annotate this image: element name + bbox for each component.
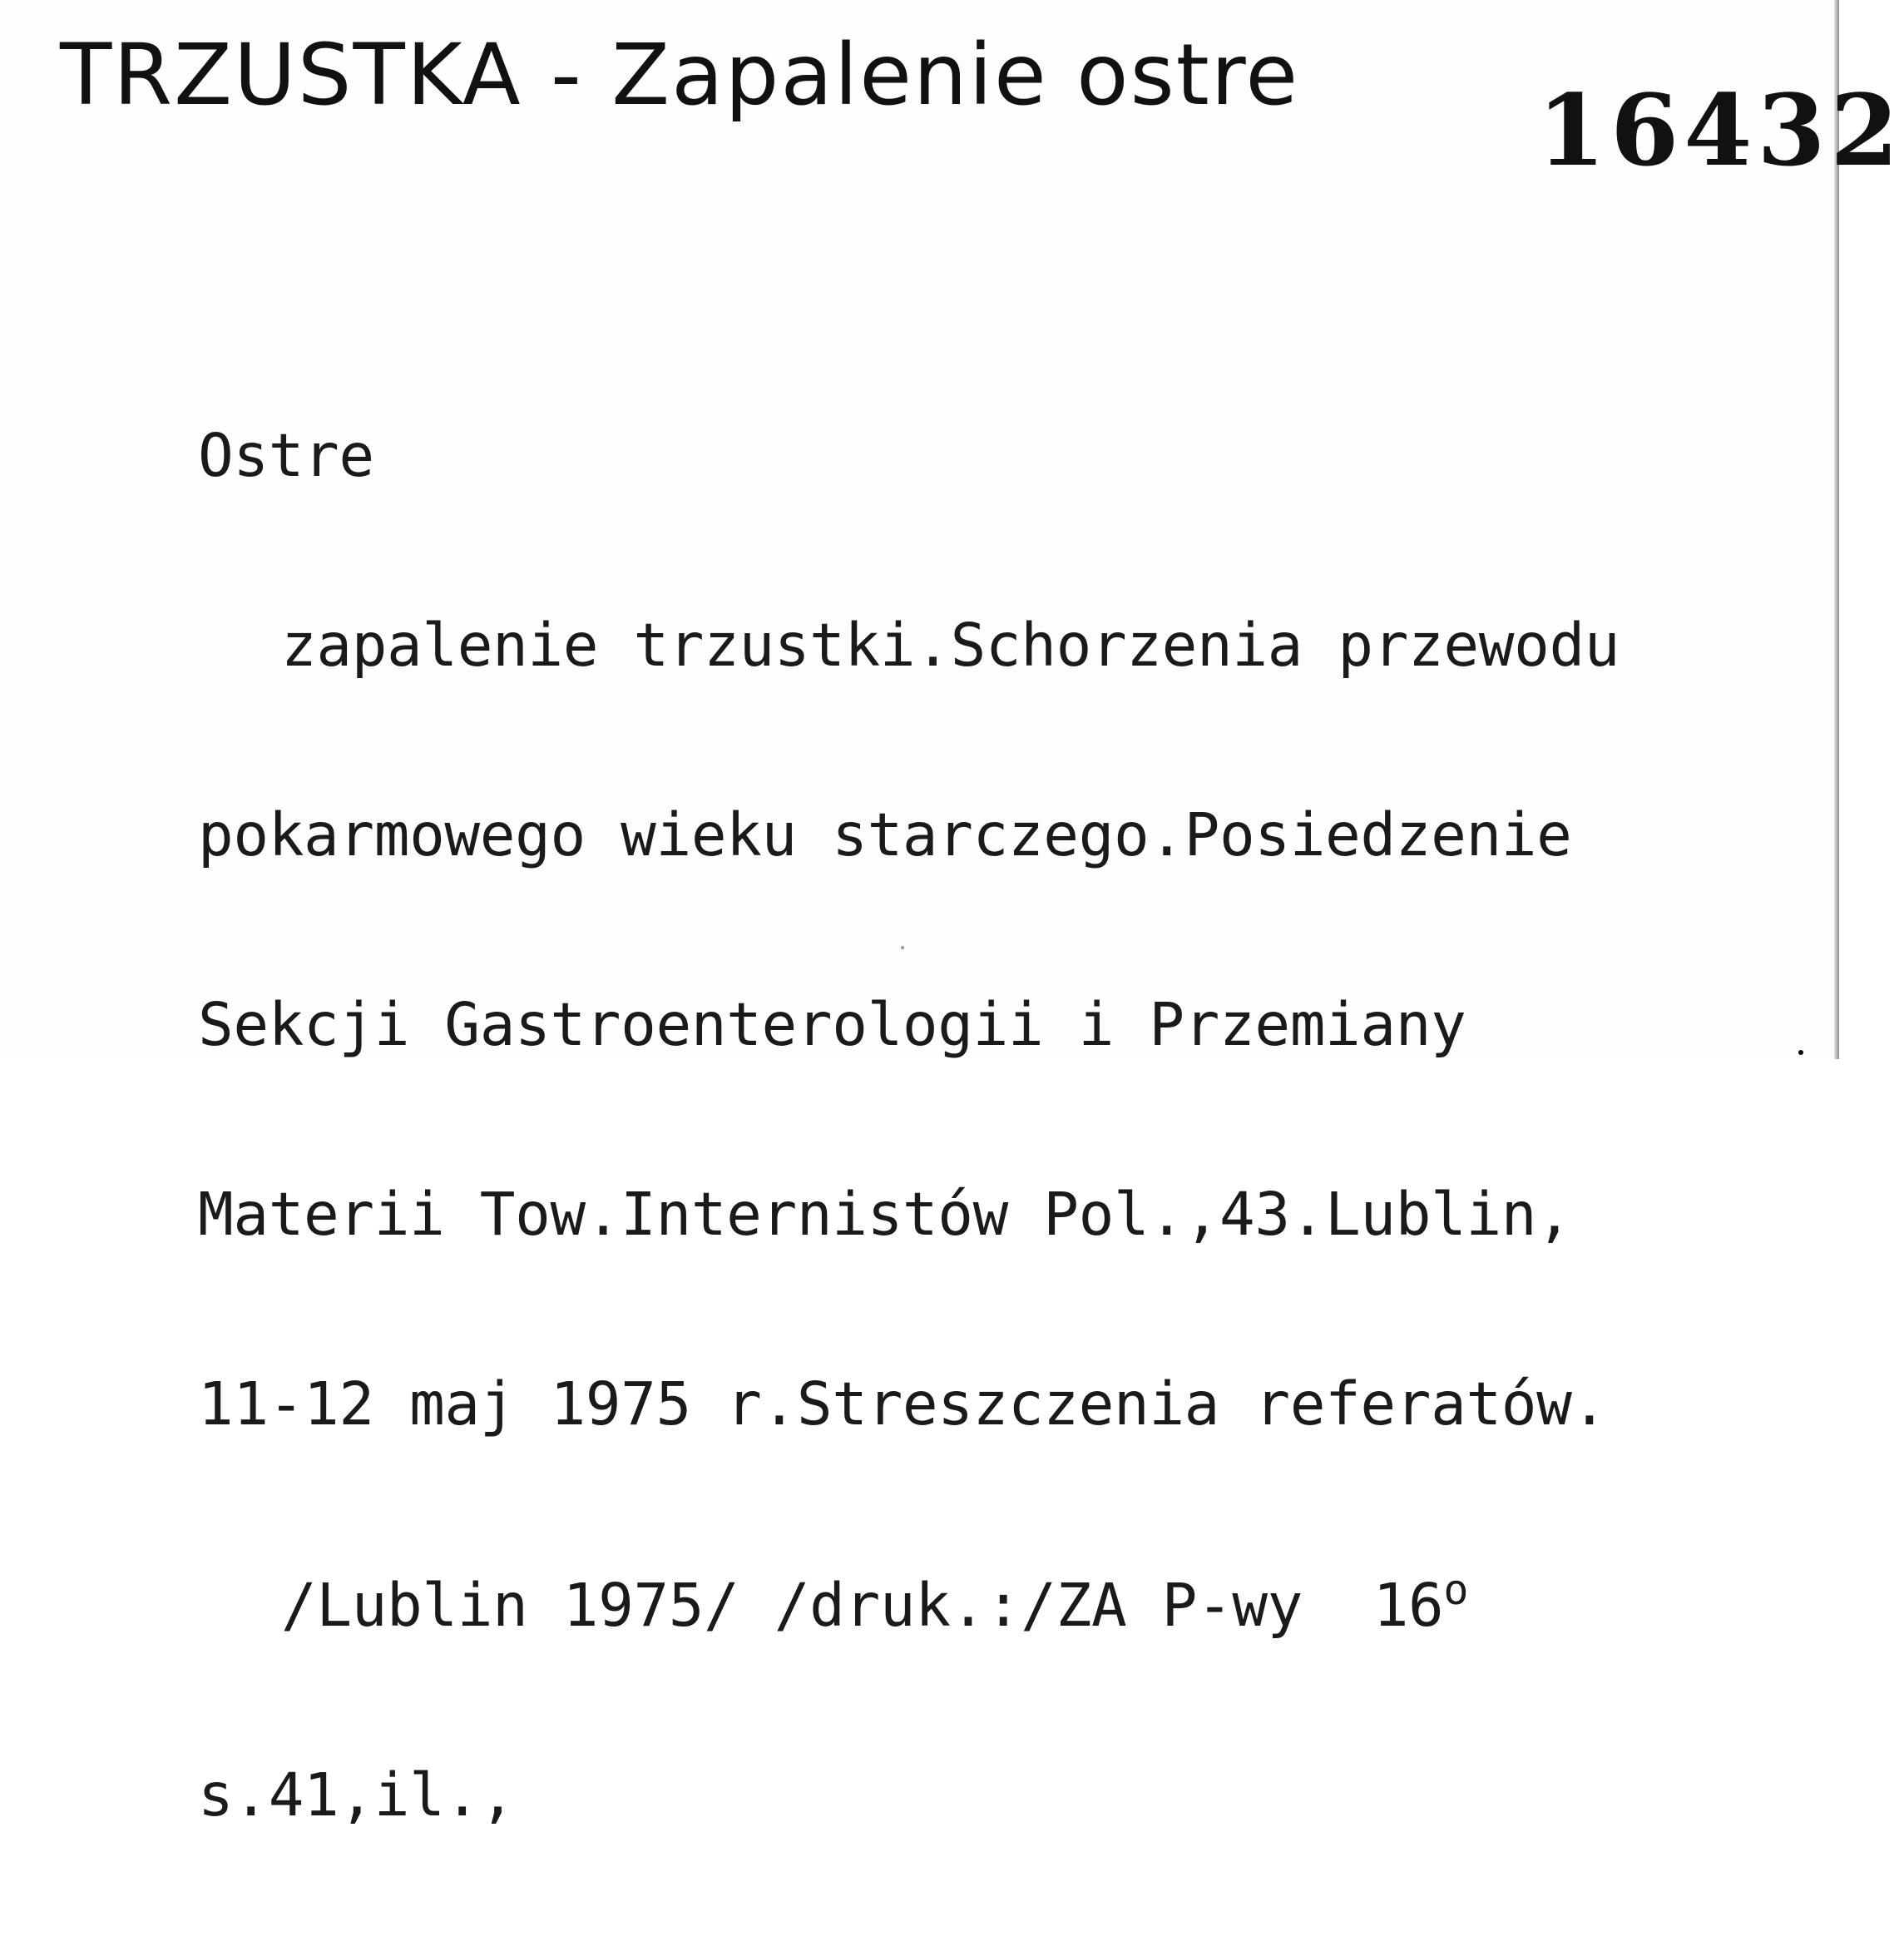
entry-line: pokarmowego wieku starczego.Posiedzenie — [198, 800, 1572, 869]
entry-line: Materii Tow.Internistów Pol.,43.Lublin, — [198, 1180, 1572, 1249]
entry-line: Sekcji Gastroenterologii i Przemiany — [198, 990, 1466, 1059]
entry-line: 11-12 maj 1975 r.Streszczenia referatów. — [198, 1369, 1607, 1439]
subject-heading: TRZUSTKA - Zapalenie ostre — [60, 26, 1300, 125]
entry-imprint-line — [198, 1566, 1620, 1640]
entry-imprint: /Lublin 1975/ /druk.:/ZA P-wy 16 — [281, 1571, 1444, 1640]
entry-line: zapalenie trzustki.Schorzenia przewodu — [281, 611, 1620, 680]
card-number: 16432 — [1537, 72, 1904, 188]
bibliographic-entry — [198, 298, 1620, 1954]
dust-speck — [1798, 1050, 1803, 1055]
entry-pages: s.41,il., — [198, 1760, 516, 1830]
format-degree: o — [1443, 1566, 1469, 1614]
entry-line-title: Ostre — [198, 421, 374, 490]
